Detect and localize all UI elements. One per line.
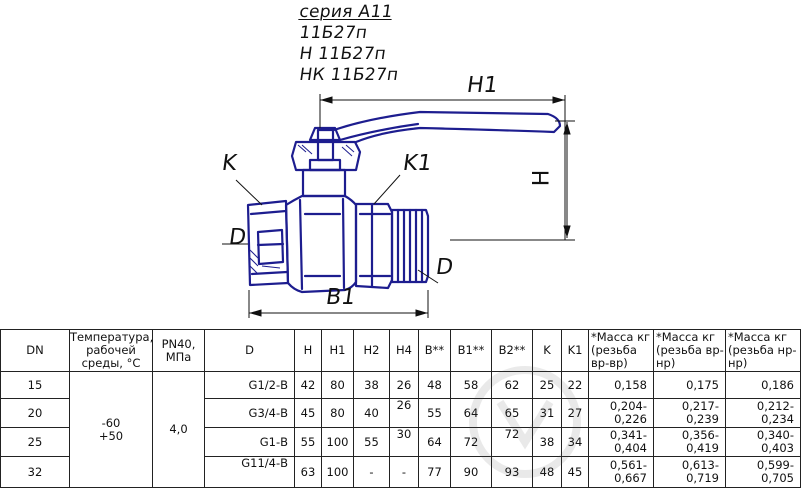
cell-b2: 62 [492,372,533,399]
cell-k1: 34 [562,428,589,457]
dim-label-h1: H1 [465,73,500,98]
cell-mass-3: 0,340-0,403 [726,428,801,457]
temp-max: +50 [98,428,124,443]
model-code-2: Н 11Б27п [298,44,388,64]
cell-h1: 100 [322,428,354,457]
cell-dn: 15 [1,372,70,399]
cell-h: 63 [295,457,322,488]
col-b1: B1** [451,330,492,372]
cell-d: G1-В [205,428,295,457]
col-mass-vr-vr: *Масса кг (резьба вр-вр) [589,330,654,372]
col-h4: H4 [390,330,419,372]
cell-h1: 80 [322,372,354,399]
cell-pn: 4,0 [153,372,205,488]
cell-mass-2: 0,217-0,239 [654,399,726,428]
cell-k: 31 [533,399,562,428]
cell-mass-1: 0,561-0,667 [589,457,654,488]
col-mass-vr-nr: *Масса кг (резьба вр-нр) [654,330,726,372]
col-d: D [205,330,295,372]
cell-dn: 32 [1,457,70,488]
cell-mass-3: 0,599-0,705 [726,457,801,488]
table-row [1,372,801,399]
cell-b2: 93 [492,457,533,488]
cell-b2: 72 [492,428,533,457]
col-temp: Температура, рабочей среды, °С [70,330,154,370]
cell-dn: 25 [1,428,70,457]
cell-temp [70,372,153,488]
cell-mass-2: 0,175 [654,372,726,399]
cell-mass-3: 0,212-0,234 [726,399,801,428]
cell-k1: 22 [562,372,589,399]
dim-label-k: K [220,151,239,176]
col-dn: DN [1,330,70,372]
cell-b1: 90 [451,457,492,488]
cell-d: G1/2-В [205,372,295,399]
model-code-3: НК 11Б27п [298,65,400,85]
temp-min: -60 [101,415,121,430]
cell-b: 55 [419,399,451,428]
cell-mass-2: 0,613-0,719 [654,457,726,488]
col-k: K [533,330,562,372]
cell-mass-1: 0,204-0,226 [589,399,654,428]
dim-label-h: H [529,169,555,187]
cell-d: G11/4-В [205,457,295,488]
col-h1: H1 [322,330,354,372]
series-title: серия А11 [298,2,395,22]
cell-k1: 27 [562,399,589,428]
cell-h4: - [390,457,419,488]
cell-h1: 100 [322,457,354,488]
cell-dn: 20 [1,399,70,428]
valve-body [286,196,356,292]
col-b2: B2** [492,330,533,372]
cell-h1: 80 [322,399,354,428]
dim-label-b1: B1 [324,285,357,310]
cell-mass-1: 0,158 [589,372,654,399]
col-k1: K1 [562,330,589,372]
cell-h2: 40 [354,399,390,428]
table-header-row [1,330,801,372]
cell-b1: 72 [451,428,492,457]
dim-label-d-left: D [227,225,248,250]
cell-h2: - [354,457,390,488]
cell-h4: 30 [390,428,419,457]
cell-h4: 26 [390,372,419,399]
col-h: H [295,330,322,372]
cell-mass-2: 0,356-0,419 [654,428,726,457]
spec-table [0,329,801,488]
cell-b: 77 [419,457,451,488]
cell-h: 55 [295,428,322,457]
col-h2: H2 [354,330,390,372]
cell-b: 64 [419,428,451,457]
cell-h2: 38 [354,372,390,399]
model-code-1: 11Б27п [298,23,369,43]
cell-b1: 58 [451,372,492,399]
cell-h: 42 [295,372,322,399]
cell-k: 48 [533,457,562,488]
cell-h: 45 [295,399,322,428]
cell-b: 48 [419,372,451,399]
col-mass-nr-nr: *Масса кг (резьба нр-нр) [726,330,801,372]
cell-h4: 26 [390,399,419,428]
cell-k: 38 [533,428,562,457]
col-b: B** [419,330,451,372]
cell-b1: 64 [451,399,492,428]
cell-k1: 45 [562,457,589,488]
cell-mass-3: 0,186 [726,372,801,399]
cell-b2: 65 [492,399,533,428]
col-pn: PN40, МПа [153,330,205,372]
cell-mass-1: 0,341-0,404 [589,428,654,457]
cell-k: 25 [533,372,562,399]
dim-label-k1: K1 [401,151,434,176]
cell-h2: 55 [354,428,390,457]
valve-handle [334,112,560,142]
dim-label-d-right: D [434,255,455,280]
cell-d: G3/4-В [205,399,295,428]
